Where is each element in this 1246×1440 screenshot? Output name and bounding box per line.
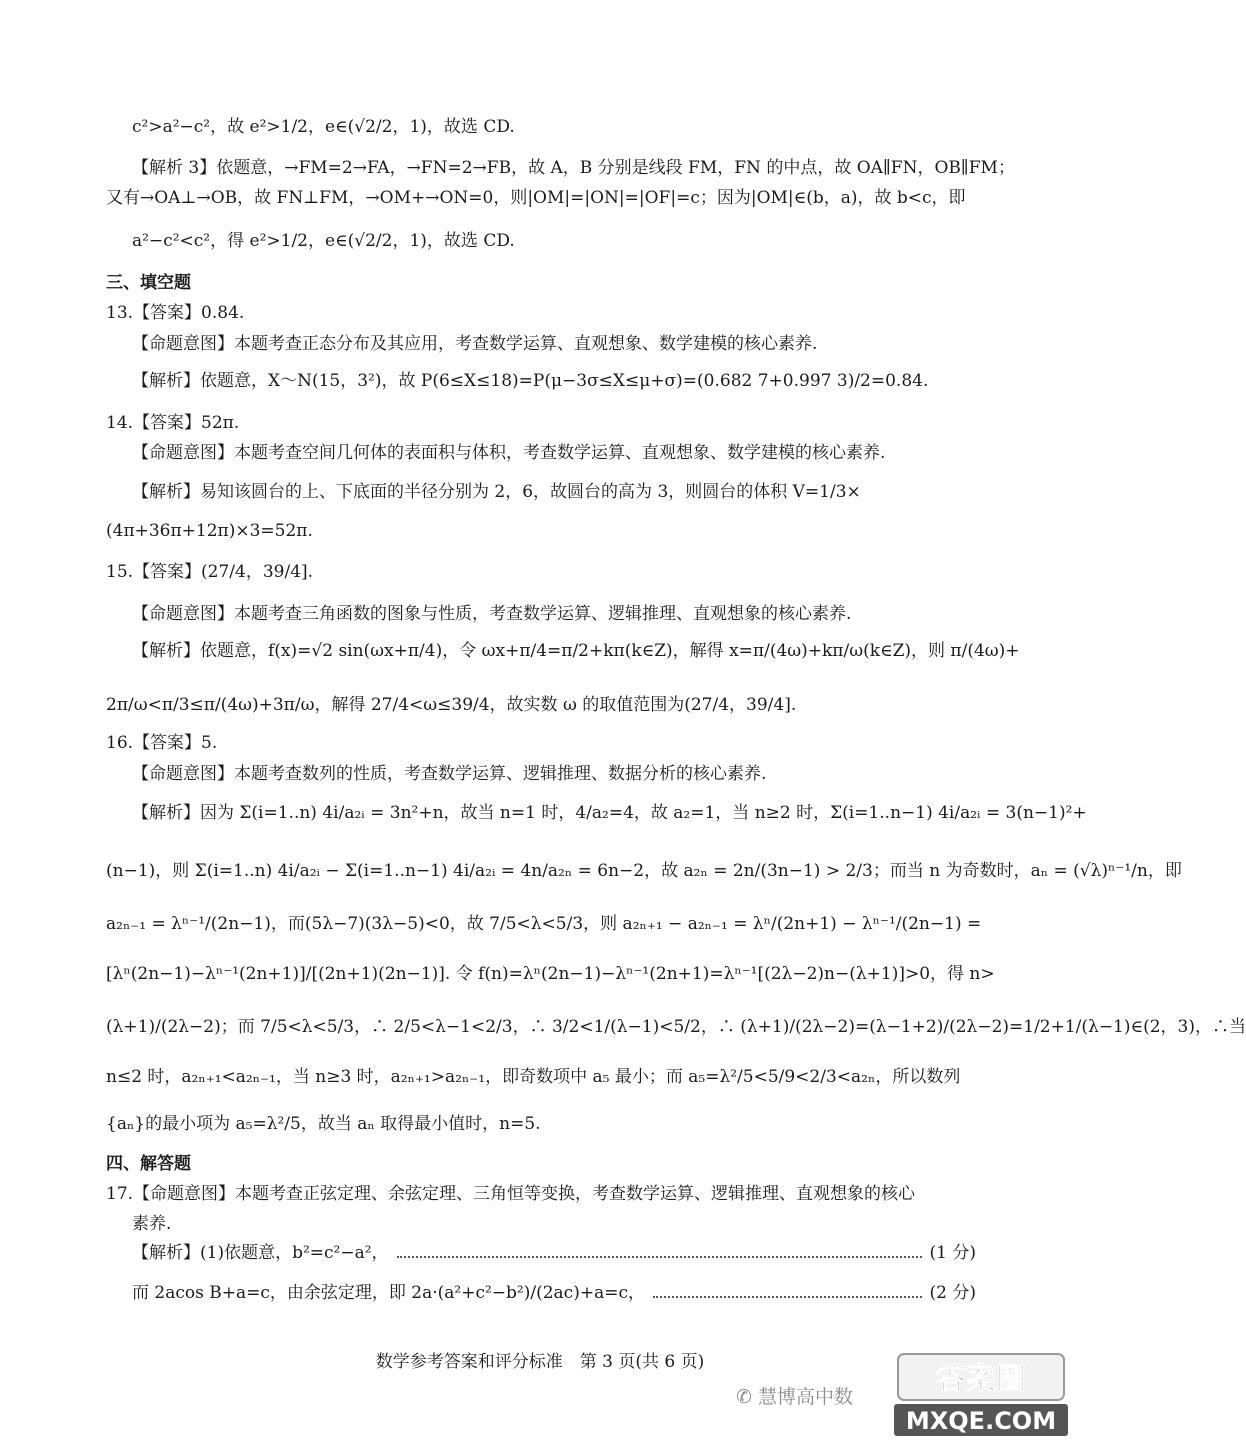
q14-solution: 【解析】易知该圆台的上、下底面的半径分别为 2，6，故圆台的高为 3，则圆台的体积 V=1/3× <box>132 482 861 502</box>
watermark-logo <box>890 1348 1070 1438</box>
line-solution3-intro: 【解析 3】依题意，→FM=2→FA，→FN=2→FB，故 A，B 分别是线段 FM，FN 的中点，故 OA∥FN，OB∥FM； <box>132 158 1015 178</box>
watermark-channel-text: 慧博高中数 <box>757 1386 853 1408</box>
watermark-site-text: MXQE.COM <box>905 1407 1057 1435</box>
q16-solution: 【解析】因为 Σ(i=1..n) 4i/a₂ᵢ = 3n²+n，故当 n=1 时，4/a₂=4，故 a₂=1，当 n≥2 时，Σ(i=1..n−1) 4i/a₂ᵢ = 3(n−1)²+ <box>132 803 1087 823</box>
section-heading-answer: 四、解答题 <box>106 1154 191 1174</box>
q15-solution: 【解析】依题意，f(x)=√2 sin(ωx+π/4)，令 ωx+π/4=π/2+kπ(k∈Z)，解得 x=π/(4ω)+kπ/ω(k∈Z)，则 π/(4ω)+ <box>132 641 1020 661</box>
q13-answer: 13.【答案】0.84. <box>106 303 245 323</box>
line-solution2-conclusion: c²>a²−c²，故 e²>1/2，e∈(√2/2，1)，故选 CD. <box>132 117 515 137</box>
q17-solution-step2 <box>132 1280 976 1306</box>
q16-solution-line2: (n−1)，则 Σ(i=1..n) 4i/a₂ᵢ − Σ(i=1..n−1) 4i/a₂ᵢ = 4n/a₂ₙ = 6n−2，故 a₂ₙ = 2n/(3n−1) > 2/3；而当 n 为奇数时，aₙ = (√λ)ⁿ⁻¹/n，即 <box>106 861 1182 881</box>
q13-intent: 【命题意图】本题考查正态分布及其应用，考查数学运算、直观想象、数学建模的核心素养. <box>132 334 818 354</box>
q17-intent-cont: 素养. <box>132 1214 172 1234</box>
line-solution3-conclusion: a²−c²<c²，得 e²>1/2，e∈(√2/2，1)，故选 CD. <box>132 231 515 251</box>
q16-solution-line6: n≤2 时，a₂ₙ₊₁<a₂ₙ₋₁，当 n≥3 时，a₂ₙ₊₁>a₂ₙ₋₁，即奇数项中 a₅ 最小；而 a₅=λ²/5<5/9<2/3<a₂ₙ，所以数列 <box>106 1067 961 1087</box>
q15-answer: 15.【答案】(27/4，39/4]. <box>106 562 314 582</box>
leader-dots <box>653 1296 922 1298</box>
q16-answer: 16.【答案】5. <box>106 733 218 753</box>
q16-intent: 【命题意图】本题考查数列的性质，考查数学运算、逻辑推理、数据分析的核心素养. <box>132 764 767 784</box>
leader-dots <box>397 1256 922 1258</box>
step-text: 而 2acos B+a=c，由余弦定理，即 2a·(a²+c²−b²)/(2ac)+a=c， <box>132 1283 645 1303</box>
step-text: 【解析】(1)依题意，b²=c²−a²， <box>132 1243 389 1263</box>
wechat-icon: ✆ <box>736 1386 752 1408</box>
score-label: (1 分) <box>929 1243 976 1263</box>
q16-solution-line3: a₂ₙ₋₁ = λⁿ⁻¹/(2n−1)，而(5λ−7)(3λ−5)<0，故 7/5<λ<5/3，则 a₂ₙ₊₁ − a₂ₙ₋₁ = λⁿ/(2n+1) − λⁿ⁻¹/(2n−1) = <box>106 914 982 934</box>
q17-solution-step1 <box>132 1240 976 1266</box>
q16-solution-line4: [λⁿ(2n−1)−λⁿ⁻¹(2n+1)]/[(2n+1)(2n−1)]. 令 f(n)=λⁿ(2n−1)−λⁿ⁻¹(2n+1)=λⁿ⁻¹[(2λ−2)n−(λ+1)]>0，得 n> <box>106 964 995 984</box>
q17-intent: 17.【命题意图】本题考查正弦定理、余弦定理、三角恒等变换，考查数学运算、逻辑推理、直观想象的核心 <box>106 1184 916 1204</box>
q15-solution-cont: 2π/ω<π/3≤π/(4ω)+3π/ω，解得 27/4<ω≤39/4，故实数 ω 的取值范围为(27/4，39/4]. <box>106 695 797 715</box>
page-footer: 数学参考答案和评分标准 第 3 页(共 6 页) <box>375 1352 705 1372</box>
watermark-channel <box>736 1382 853 1409</box>
watermark-logo-text: 答案圈 <box>936 1362 1026 1397</box>
line-solution3-cont: 又有→OA⊥→OB，故 FN⊥FM，→OM+→ON=0，则|OM|=|ON|=|OF|=c；因为|OM|∈(b，a)，故 b<c，即 <box>106 188 966 208</box>
q16-solution-line7: {aₙ}的最小项为 a₅=λ²/5，故当 aₙ 取得最小值时，n=5. <box>106 1114 541 1134</box>
q13-solution: 【解析】依题意，X～N(15，3²)，故 P(6≤X≤18)=P(μ−3σ≤X≤μ+σ)=(0.682 7+0.997 3)/2=0.84. <box>132 371 929 391</box>
section-heading-fill-blank: 三、填空题 <box>106 273 191 293</box>
q14-intent: 【命题意图】本题考查空间几何体的表面积与体积，考查数学运算、直观想象、数学建模的核心素养. <box>132 443 886 463</box>
q14-answer: 14.【答案】52π. <box>106 413 240 433</box>
q16-solution-line5: (λ+1)/(2λ−2)；而 7/5<λ<5/3，∴ 2/5<λ−1<2/3，∴ 3/2<1/(λ−1)<5/2，∴ (λ+1)/(2λ−2)=(λ−1+2)/(2λ−2)=1/2+1/(λ−1)∈(2，3)，∴当 <box>106 1017 1246 1037</box>
score-label: (2 分) <box>929 1283 976 1303</box>
q15-intent: 【命题意图】本题考查三角函数的图象与性质，考查数学运算、逻辑推理、直观想象的核心素养. <box>132 604 852 624</box>
q14-solution-cont: (4π+36π+12π)×3=52π. <box>106 521 313 541</box>
